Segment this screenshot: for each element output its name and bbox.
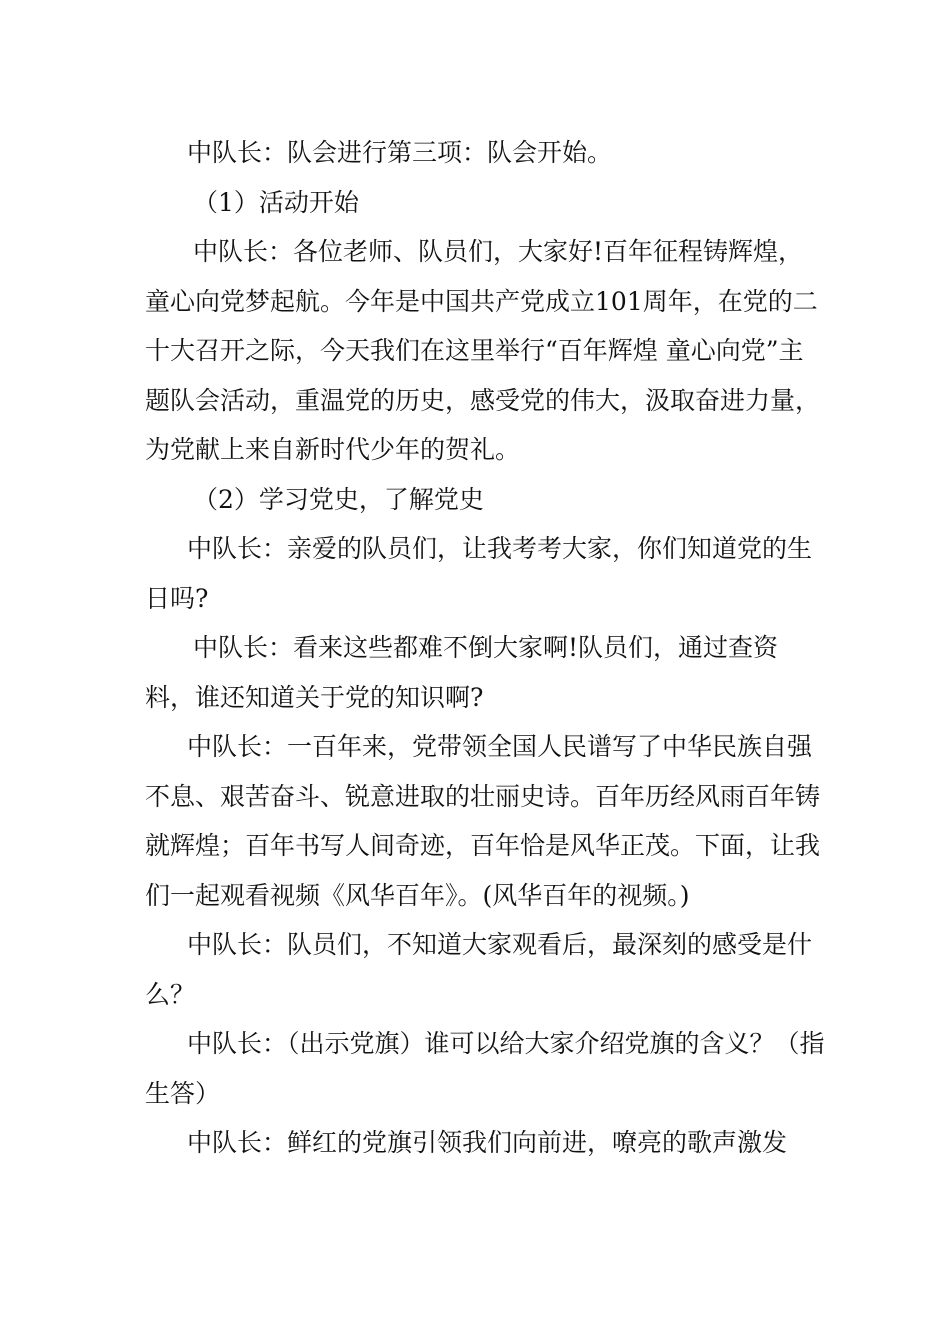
paragraph-7: 中队长：一百年来，党带领全国人民谱写了中华民族自强不息、艰苦奋斗、锐意进取的壮丽史诗。百年历经风雨百年铸就辉煌；百年书写人间奇迹，百年恰是风华正茂。下面，让我们一起观看视频《风华百年》。(风华百年的视频。) xyxy=(145,732,821,910)
paragraph-9: 中队长：（出示党旗）谁可以给大家介绍党旗的含义？（指生答） xyxy=(145,1029,825,1108)
paragraph-1: 中队长：队会进行第三项：队会开始。 xyxy=(187,138,613,167)
paragraph-2: （1）活动开始 xyxy=(193,187,359,217)
paragraph-5: 中队长：亲爱的队员们，让我考考大家，你们知道党的生日吗? xyxy=(145,534,813,613)
paragraph-10: 中队长：鲜红的党旗引领我们向前进，嘹亮的歌声激发 xyxy=(187,1128,788,1157)
document-body xyxy=(145,128,825,1168)
paragraph-3: 中队长：各位老师、队员们，大家好!百年征程铸辉煌，童心向党梦起航。今年是中国共产党成立101周年，在党的二十大召开之际，今天我们在这里举行“百年辉煌 童心向党”主题队会活动，重温党的历史，感受党的伟大，汲取奋进力量，为党献上来自新时代少年的贺礼。 xyxy=(145,237,821,464)
paragraph-8: 中队长：队员们，不知道大家观看后，最深刻的感受是什么？ xyxy=(145,930,813,1009)
paragraph-6: 中队长：看来这些都难不倒大家啊!队员们，通过查资料，谁还知道关于党的知识啊? xyxy=(145,633,779,712)
paragraph-4: （2）学习党史，了解党史 xyxy=(193,484,484,514)
